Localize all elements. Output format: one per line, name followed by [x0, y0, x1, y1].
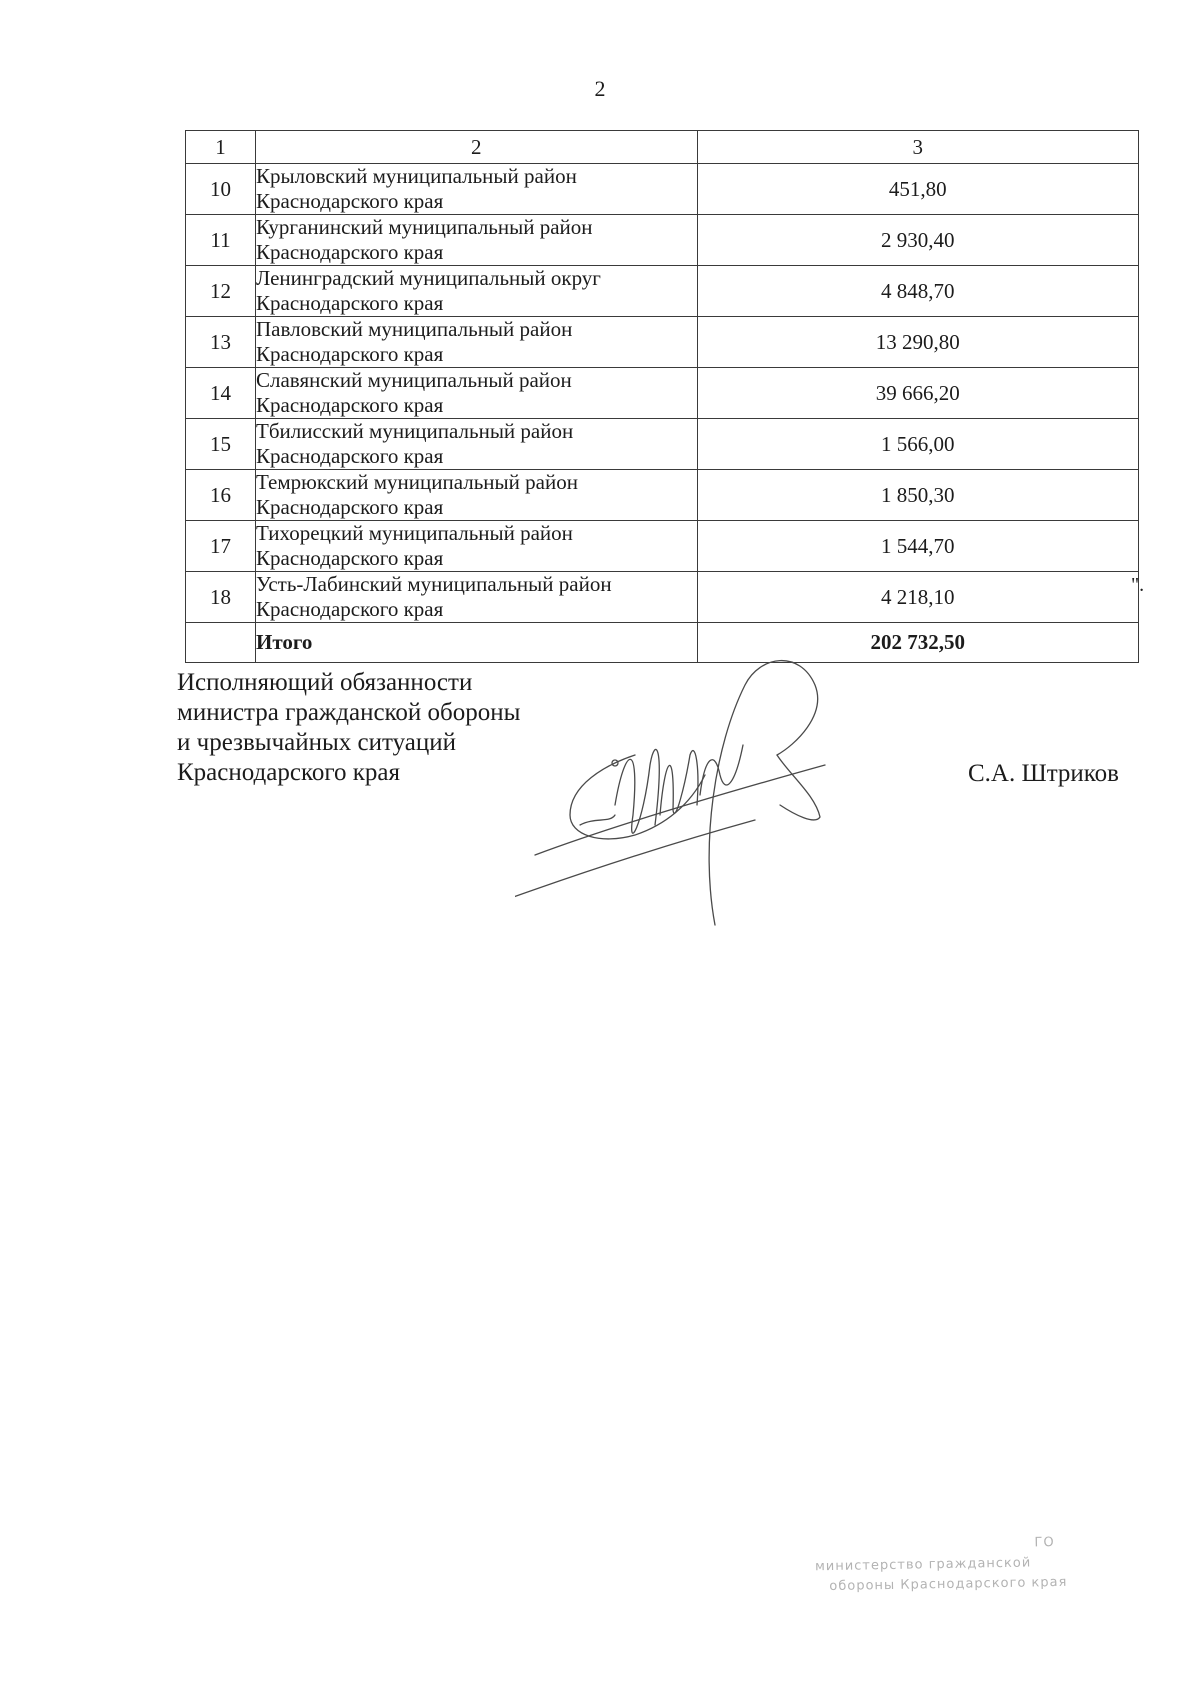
signatory-name: С.А. Штриков — [968, 760, 1119, 787]
municipality-name: Курганинский муниципальный район Краснодарского края — [256, 215, 698, 266]
row-number: 10 — [186, 164, 256, 215]
signatory-title-line: министра гражданской обороны — [177, 699, 521, 726]
stamp — [814, 1533, 1075, 1598]
signatory-title-line: Исполняющий обязанности — [177, 669, 473, 696]
header-cell-2: 2 — [256, 131, 698, 164]
amount-value: 1 544,70 — [697, 521, 1139, 572]
table-row — [186, 317, 1139, 368]
table-row — [186, 368, 1139, 419]
signatory-title-line: Краснодарского края — [177, 759, 400, 786]
municipality-name: Крыловский муниципальный район Краснодарского края — [256, 164, 698, 215]
amount-value: 451,80 — [697, 164, 1139, 215]
row-number: 13 — [186, 317, 256, 368]
header-cell-3: 3 — [697, 131, 1139, 164]
amount-value: 4 218,10 — [697, 572, 1139, 623]
row-number: 17 — [186, 521, 256, 572]
municipality-name: Тихорецкий муниципальный район Краснодарского края — [256, 521, 698, 572]
municipality-name: Усть-Лабинский муниципальный район Краснодарского края — [256, 572, 698, 623]
amount-value: 4 848,70 — [697, 266, 1139, 317]
amount-value: 2 930,40 — [697, 215, 1139, 266]
row-number: 16 — [186, 470, 256, 521]
table-body — [186, 131, 1139, 663]
signatory-title-line: и чрезвычайных ситуаций — [177, 729, 457, 756]
table-row — [186, 470, 1139, 521]
table-row — [186, 572, 1139, 623]
municipality-name: Тбилисский муниципальный район Краснодарского края — [256, 419, 698, 470]
municipality-name: Славянский муниципальный район Краснодарского края — [256, 368, 698, 419]
page-number: 2 — [594, 76, 606, 101]
row-number: 14 — [186, 368, 256, 419]
amount-value: 1 566,00 — [697, 419, 1139, 470]
stamp-line: ГО — [1034, 1535, 1055, 1551]
stamp-line: министерство гражданской — [814, 1555, 1032, 1575]
total-number — [186, 623, 256, 663]
table-row — [186, 215, 1139, 266]
table-header-row — [186, 131, 1139, 164]
stamp-line: обороны Краснодарского края — [829, 1574, 1068, 1595]
handwritten-signature — [515, 645, 895, 945]
table-row — [186, 266, 1139, 317]
signatory-title — [177, 668, 520, 788]
row-number: 18 — [186, 572, 256, 623]
row-number: 12 — [186, 266, 256, 317]
municipality-name: Ленинградский муниципальный округ Краснодарского края — [256, 266, 698, 317]
total-label: Итого — [256, 623, 698, 663]
table-row — [186, 419, 1139, 470]
closing-quote: ". — [1131, 574, 1145, 596]
amount-value: 13 290,80 — [697, 317, 1139, 368]
data-table — [185, 130, 1139, 663]
table-row — [186, 521, 1139, 572]
row-number: 11 — [186, 215, 256, 266]
amount-value: 39 666,20 — [697, 368, 1139, 419]
row-number: 15 — [186, 419, 256, 470]
table-row — [186, 164, 1139, 215]
municipality-name: Темрюкский муниципальный район Краснодарского края — [256, 470, 698, 521]
amount-value: 1 850,30 — [697, 470, 1139, 521]
header-cell-1: 1 — [186, 131, 256, 164]
municipality-name: Павловский муниципальный район Краснодарского края — [256, 317, 698, 368]
total-value: 202 732,50 — [697, 623, 1139, 663]
